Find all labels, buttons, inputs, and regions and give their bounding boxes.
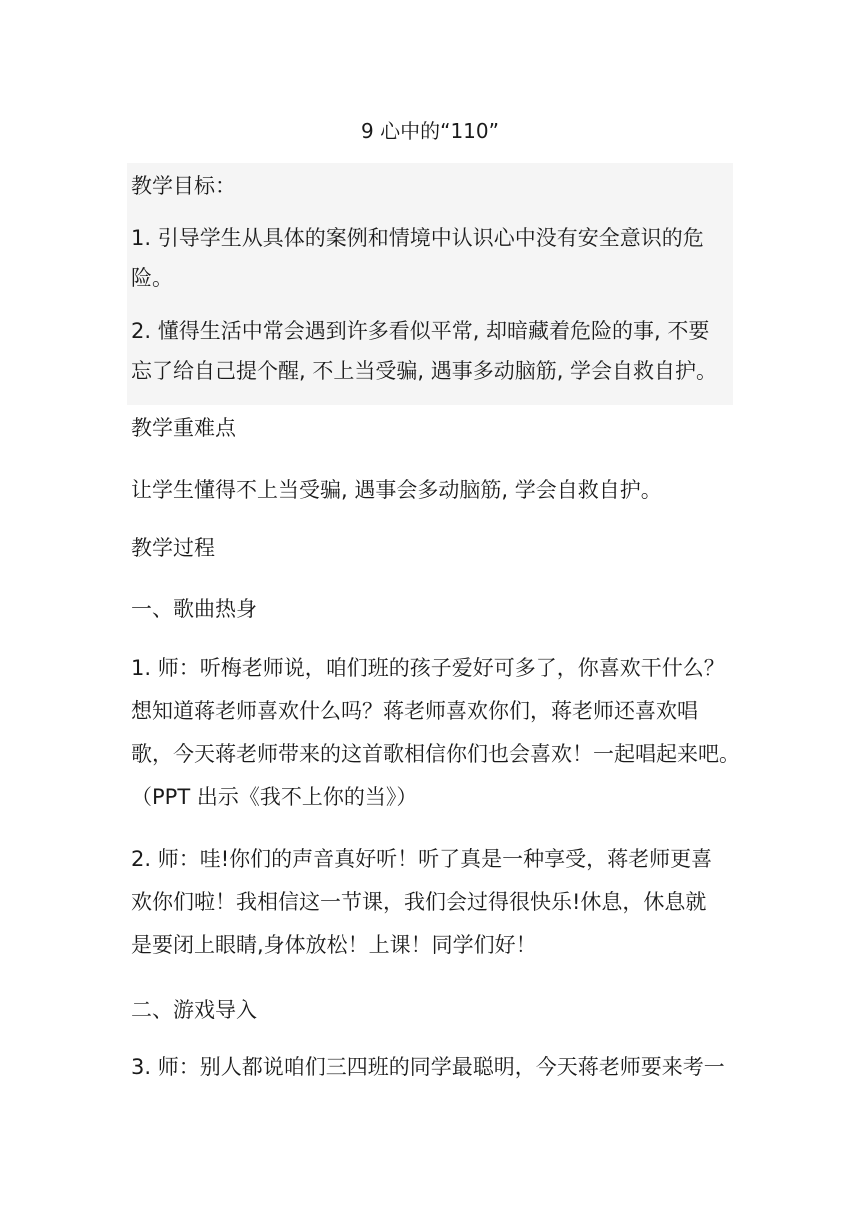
step-2-line-1: 2. 师：哇!你们的声音真好听！听了真是一种享受，蒋老师更喜 bbox=[131, 847, 713, 871]
step-2-line-2: 欢你们啦！我相信这一节课，我们会过得很快乐!休息，休息就 bbox=[131, 890, 707, 914]
objectives-heading: 教学目标： bbox=[131, 174, 236, 198]
objective-1-line-2: 险。 bbox=[131, 266, 173, 290]
step-3-line-1: 3. 师：别人都说咱们三四班的同学最聪明，今天蒋老师要来考一 bbox=[131, 1055, 725, 1079]
step-3-paragraph bbox=[131, 1046, 731, 1089]
step-2-line-3: 是要闭上眼睛,身体放松！上课！同学们好！ bbox=[131, 933, 537, 957]
section-1-heading: 一、歌曲热身 bbox=[131, 597, 257, 621]
step-1-line-2: 想知道蒋老师喜欢什么吗？蒋老师喜欢你们，蒋老师还喜欢唱 bbox=[131, 699, 698, 723]
lesson-title: 9 心中的“110” bbox=[361, 119, 499, 143]
section-2-heading: 二、游戏导入 bbox=[131, 998, 257, 1022]
objective-1 bbox=[131, 218, 731, 298]
process-heading: 教学过程 bbox=[131, 536, 215, 560]
key-points-text: 让学生懂得不上当受骗, 遇事会多动脑筋, 学会自救自护。 bbox=[131, 478, 662, 502]
objective-2-line-2: 忘了给自己提个醒, 不上当受骗, 遇事多动脑筋, 学会自救自护。 bbox=[131, 359, 718, 383]
objective-2 bbox=[131, 311, 731, 391]
step-1-paragraph bbox=[131, 647, 740, 819]
objective-2-line-1: 2. 懂得生活中常会遇到许多看似平常, 却暗藏着危险的事, 不要 bbox=[131, 319, 710, 343]
objective-1-line-1: 1. 引导学生从具体的案例和情境中认识心中没有安全意识的危 bbox=[131, 226, 704, 250]
step-1-line-3: 歌，今天蒋老师带来的这首歌相信你们也会喜欢！一起唱起来吧。 bbox=[131, 742, 740, 766]
step-1-line-1: 1. 师：听梅老师说，咱们班的孩子爱好可多了，你喜欢干什么？ bbox=[131, 656, 725, 680]
step-2-paragraph bbox=[131, 838, 731, 967]
step-1-line-4: （PPT 出示《我不上你的当》） bbox=[131, 785, 418, 809]
key-points-heading: 教学重难点 bbox=[131, 416, 236, 440]
